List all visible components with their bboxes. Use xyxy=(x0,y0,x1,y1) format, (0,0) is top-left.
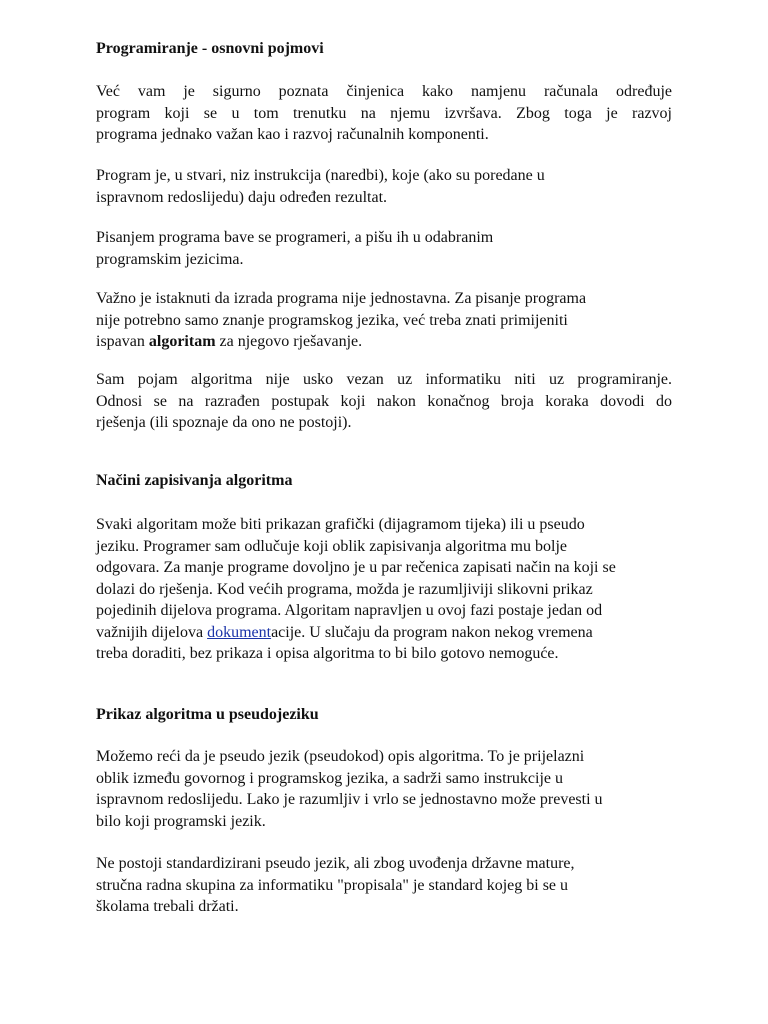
paragraph-line: nije potrebno samo znanje programskog jezika, već treba znati primijeniti xyxy=(96,311,568,329)
paragraph-line: Već vam je sigurno poznata činjenica kako namjenu računala određuje xyxy=(96,83,672,100)
paragraph-line: Sam pojam algoritma nije usko vezan uz informatiku niti uz programiranje. xyxy=(96,371,672,388)
page-title xyxy=(96,38,324,60)
paragraph-line: školama trebali držati. xyxy=(96,898,239,915)
section-heading-pseudocode xyxy=(96,704,319,726)
documentation-link[interactable]: dokument xyxy=(207,623,272,641)
paragraph-pseudocode xyxy=(96,746,603,832)
paragraph-line: odgovara. Za manje programe dovoljno je u par rečenica zapisati način na koji se xyxy=(96,559,616,576)
paragraph-line: jeziku. Programer sam odlučuje koji oblik zapisivanja algoritma mu bolje xyxy=(96,537,567,555)
paragraph-program-definition xyxy=(96,165,545,208)
paragraph-line: programskim jezicima. xyxy=(96,250,244,268)
paragraph-line: treba doraditi, bez prikaza i opisa algoritma to bi bilo gotovo nemoguće. xyxy=(96,645,559,662)
title-text: Programiranje - osnovni pojmovi xyxy=(96,40,324,57)
paragraph-line: Program je, u stvari, niz instrukcija (naredbi), koje (ako su poredane u xyxy=(96,167,545,184)
paragraph-line: stručna radna skupina za informatiku "propisala" je standard kojeg bi se u xyxy=(96,876,569,894)
text-run: ispavan xyxy=(96,333,149,350)
paragraph-line: Odnosi se na razrađen postupak koji nakon konačnog broja koraka dovodi do xyxy=(96,392,672,410)
paragraph-notation-methods xyxy=(96,514,616,665)
paragraph-line: rješenja (ili spoznaje da ono ne postoji). xyxy=(96,414,352,431)
paragraph-line: programa jednako važan kao i razvoj računalnih komponenti. xyxy=(96,126,489,143)
paragraph-standard xyxy=(96,853,575,918)
section-heading-notation xyxy=(96,470,292,492)
paragraph-line: bilo koji programski jezik. xyxy=(96,812,266,830)
paragraph-line: pojedinih dijelova programa. Algoritam napravljen u ovoj fazi postaje jedan od xyxy=(96,602,603,619)
heading-text: Prikaz algoritma u pseudojeziku xyxy=(96,706,319,723)
paragraph-line: ispravnom redoslijedu. Lako je razumljiv i vrlo se jednostavno može prevesti u xyxy=(96,791,603,808)
paragraph-algorithm-importance xyxy=(96,288,586,353)
text-run: za njegovo rješavanje. xyxy=(215,333,363,350)
paragraph-line: Svaki algoritam može biti prikazan grafički (dijagramom tijeka) ili u pseudo xyxy=(96,516,585,533)
paragraph-line: oblik između govornog i programskog jezika, a sadrži samo instrukcije u xyxy=(96,769,563,787)
paragraph-algorithm-concept xyxy=(96,369,672,434)
paragraph-line: Možemo reći da je pseudo jezik (pseudokod) opis algoritma. To je prijelazni xyxy=(96,748,585,765)
paragraph-line: ispravnom redoslijedu) daju određen rezultat. xyxy=(96,188,388,206)
paragraph-line: Važno je istaknuti da izrada programa nije jednostavna. Za pisanje programa xyxy=(96,290,587,307)
paragraph-line: Ne postoji standardizirani pseudo jezik, ali zbog uvođenja državne mature, xyxy=(96,855,575,872)
paragraph-line xyxy=(96,331,586,353)
heading-text: Načini zapisivanja algoritma xyxy=(96,472,293,489)
paragraph-line xyxy=(96,622,616,644)
paragraph-intro xyxy=(96,81,672,146)
text-run: acije. U slučaju da program nakon nekog vremena xyxy=(271,623,593,641)
paragraph-line: Pisanjem programa bave se programeri, a pišu ih u odabranim xyxy=(96,229,494,246)
paragraph-programmers xyxy=(96,227,493,270)
bold-term: algoritam xyxy=(148,333,216,350)
text-run: važnijih dijelova xyxy=(96,623,208,641)
paragraph-line: dolazi do rješenja. Kod većih programa, možda je razumljiviji slikovni prikaz xyxy=(96,580,593,598)
paragraph-line: program koji se u tom trenutku na njemu izvršava. Zbog toga je razvoj xyxy=(96,104,672,122)
